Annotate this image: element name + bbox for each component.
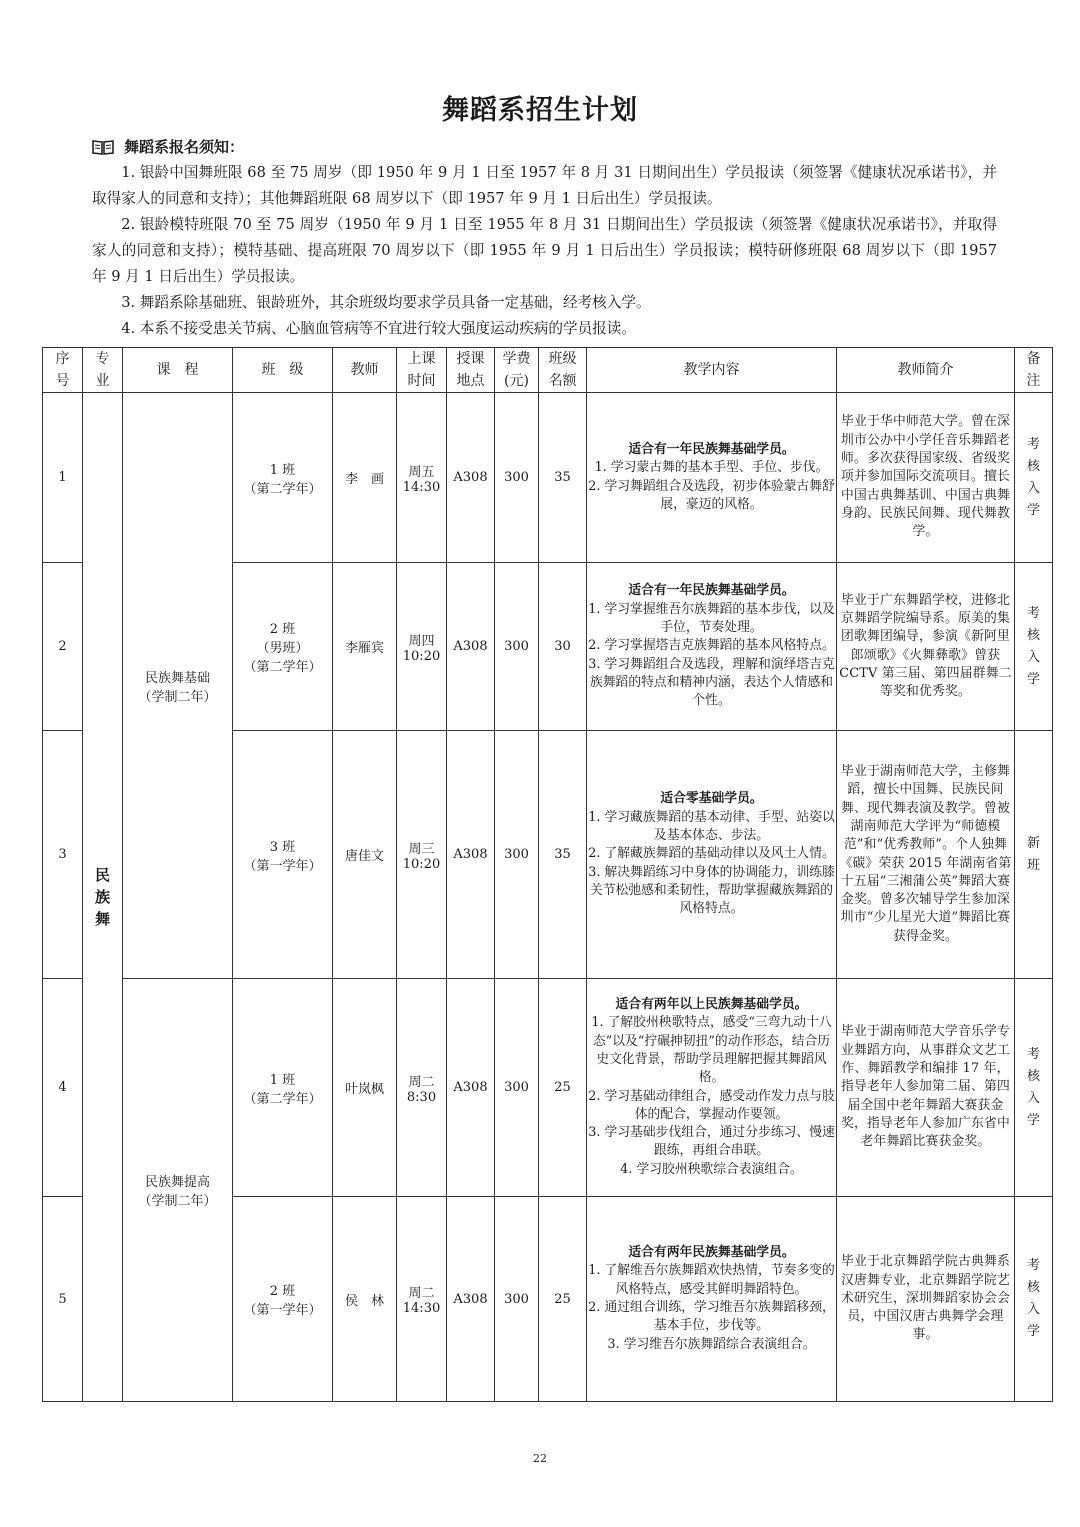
content-item: 4. 学习胶州秧歌综合表演组合。	[620, 1161, 803, 1177]
fee-cell: 300	[495, 1197, 539, 1402]
page-title: 舞蹈系招生计划	[442, 95, 638, 126]
course-duration: （学制二年）	[138, 1194, 217, 1209]
remark-cell: 考核入学	[1015, 393, 1053, 563]
bio-cell: 毕业于华中师范大学。曾在深圳市公办中小学任音乐舞蹈老师。多次获得国家级、省级奖项并参加国际交流项目。擅长中国古典舞基训、中国古典舞身韵、民族民间舞、现代舞教学。	[837, 393, 1015, 563]
class-year: （第二学年）	[243, 481, 322, 497]
table-row	[43, 979, 1053, 1197]
time-cell	[397, 1197, 447, 1402]
content-cell	[587, 393, 837, 563]
header-content: 教学内容	[587, 348, 837, 393]
notice-item: 4. 本系不接受患关节病、心脑血管病等不宜进行较大强度运动疾病的学员报读。	[121, 320, 636, 337]
content-item: 2. 通过组合训练，学习维吾尔族舞蹈移颈，基本手位，步伐等。	[588, 1300, 835, 1334]
bio-cell: 毕业于湖南师范大学，主修舞蹈，擅长中国舞、民族民间舞、现代舞表演及教学。曾被湖南师范大学评为“师德模范”和“优秀教师”。个人独舞《碳》荣获 2015 年湖南省第十五届“三湘蒲公英”舞蹈大赛金奖。曾多次辅导学生参加深圳市“少儿星光大道”舞蹈比赛获得金奖。	[837, 731, 1015, 979]
remark-cell: 考核入学	[1015, 563, 1053, 731]
content-cell	[587, 1197, 837, 1402]
teacher-cell: 叶岚枫	[333, 979, 397, 1197]
header-fee: 学费(元)	[495, 348, 539, 393]
location-cell: A308	[447, 979, 495, 1197]
class-cell	[233, 563, 333, 731]
header-time: 上课时间	[397, 348, 447, 393]
class-group: （男班）	[256, 641, 309, 656]
notice-heading	[92, 136, 244, 157]
quota-cell: 35	[539, 731, 587, 979]
header-major: 专业	[83, 348, 123, 393]
teacher-cell: 李 画	[333, 393, 397, 563]
row-index: 1	[43, 393, 83, 563]
header-location: 授课地点	[447, 348, 495, 393]
bio-cell: 毕业于北京舞蹈学院古典舞系汉唐舞专业，北京舞蹈学院艺术研究生，深圳舞蹈家协会会员，中国汉唐古典舞学会理事。	[837, 1197, 1015, 1402]
location-cell: A308	[447, 563, 495, 731]
content-item: 2. 学习舞蹈组合及选段，初步体验蒙古舞舒展，豪迈的风格。	[588, 478, 835, 512]
class-year: （第一学年）	[243, 858, 322, 874]
class-year: （第二学年）	[243, 1091, 322, 1107]
class-name: 1 班	[269, 462, 296, 478]
content-item: 2. 学习基础动律组合，感受动作发力点与肢体的配合，掌握动作要领。	[588, 1088, 835, 1122]
class-day: 周三	[408, 841, 435, 857]
content-cell	[587, 731, 837, 979]
table-header-row	[43, 348, 1053, 393]
row-index: 2	[43, 563, 83, 731]
class-day: 周二	[408, 1286, 435, 1301]
content-item: 2. 学习掌握塔吉克族舞蹈的基本风格特点。	[588, 638, 835, 654]
notice-item: 3. 舞蹈系除基础班、银龄班外，其余班级均要求学员具备一定基础，经考核入学。	[121, 294, 651, 311]
class-time: 10:20	[402, 648, 441, 664]
time-cell	[397, 731, 447, 979]
table-row	[43, 393, 1053, 563]
header-quota: 班级名额	[539, 348, 587, 393]
class-name: 1 班	[269, 1072, 296, 1088]
enrollment-table	[42, 347, 1053, 1402]
class-cell	[233, 731, 333, 979]
content-lead: 适合有一年民族舞基础学员。	[628, 583, 795, 599]
remark-cell: 新班	[1015, 731, 1053, 979]
header-teacher: 教师	[333, 348, 397, 393]
class-time: 14:30	[402, 1301, 441, 1316]
content-item: 1. 学习蒙古舞的基本手型、手位、步伐。	[594, 460, 829, 476]
course-cell	[123, 979, 233, 1402]
content-item: 3. 解决舞蹈练习中身体的协调能力，训练膝关节松弛感和柔韧性，帮助掌握藏族舞蹈的风格特点。	[588, 864, 835, 917]
header-remark: 备注	[1015, 348, 1053, 393]
content-item: 2. 了解藏族舞蹈的基础动律以及风土人情。	[588, 846, 835, 862]
book-icon	[92, 139, 114, 155]
course-cell	[123, 393, 233, 979]
content-item: 1. 了解维吾尔族舞蹈欢快热情，节奏多变的风格特点，感受其鲜明舞蹈特色。	[588, 1263, 835, 1297]
fee-cell: 300	[495, 393, 539, 563]
bio-cell: 毕业于湖南师范大学音乐学专业舞蹈方向，从事群众文艺工作、舞蹈教学和编排 17 年，指导老年人参加第二届、第四届全国中老年舞蹈大赛获金奖，指导老年人参加广东省中老年舞蹈比赛获金奖。	[837, 979, 1015, 1197]
quota-cell: 30	[539, 563, 587, 731]
content-lead: 适合有两年民族舞基础学员。	[628, 1245, 795, 1261]
notice-item: 2. 银龄模特班限 70 至 75 周岁（1950 年 9 月 1 日至 1955 年 8 月 31 日期间出生）学员报读（须签署《健康状况承诺书》，并取得家人的同意和支持）；模特基础、提高班限 70 周岁以下（即 1955 年 9 月 1 日后出生）学员报读；模特研修班限 68 周岁以下（即 1957 年 9 月 1 日后出生）学员报读。	[92, 216, 997, 285]
time-cell	[397, 393, 447, 563]
content-cell	[587, 563, 837, 731]
notice-heading-text: 舞蹈系报名须知：	[124, 138, 245, 156]
row-index: 4	[43, 979, 83, 1197]
class-name: 2 班	[269, 622, 296, 637]
class-time: 10:20	[402, 856, 441, 872]
class-time: 14:30	[402, 479, 441, 495]
class-year: （第一学年）	[243, 1303, 322, 1318]
course-name: 民族舞提高	[144, 1175, 210, 1190]
notice-list	[92, 160, 997, 342]
location-cell: A308	[447, 731, 495, 979]
class-year: （第二学年）	[243, 660, 322, 675]
teacher-cell: 侯 林	[333, 1197, 397, 1402]
remark-cell: 考核入学	[1015, 1197, 1053, 1402]
page-number: 22	[533, 1452, 547, 1465]
class-cell	[233, 393, 333, 563]
location-cell: A308	[447, 1197, 495, 1402]
teacher-cell: 李雁宾	[333, 563, 397, 731]
class-day: 周四	[408, 633, 435, 649]
fee-cell: 300	[495, 563, 539, 731]
content-item: 1. 了解胶州秧歌特点，感受“三弯九动十八态”以及“拧碾抻韧扭”的动作形态，结合历史文化背景，帮助学员理解把握其舞蹈风格。	[591, 1015, 832, 1086]
content-lead: 适合有一年民族舞基础学员。	[628, 441, 795, 457]
content-cell	[587, 979, 837, 1197]
content-item: 1. 学习藏族舞蹈的基本动律、手型、站姿以及基本体态、步法。	[588, 809, 835, 844]
class-day: 周五	[408, 464, 435, 480]
time-cell	[397, 979, 447, 1197]
major-cell: 民族舞	[83, 393, 123, 1402]
header-bio: 教师简介	[837, 348, 1015, 393]
time-cell	[397, 563, 447, 731]
course-name: 民族舞基础	[144, 670, 210, 686]
header-index: 序号	[43, 348, 83, 393]
class-time: 8:30	[406, 1089, 437, 1105]
teacher-cell: 唐佳文	[333, 731, 397, 979]
notice-item: 1. 银龄中国舞班限 68 至 75 周岁（即 1950 年 9 月 1 日至 1957 年 8 月 31 日期间出生）学员报读（须签署《健康状况承诺书》，并取得家人的同意和支持）；其他舞蹈班限 68 周岁以下（即 1957 年 9 月 1 日后出生）学员报读。	[92, 164, 997, 207]
location-cell: A308	[447, 393, 495, 563]
class-cell	[233, 1197, 333, 1402]
class-name: 2 班	[269, 1284, 296, 1299]
quota-cell: 25	[539, 979, 587, 1197]
bio-cell: 毕业于广东舞蹈学校，进修北京舞蹈学院编导系。原美的集团歌舞团编导，参演《新阿里郎颂歌》《火舞彝歌》曾获 CCTV 第三届、第四届群舞二等奖和优秀奖。	[837, 563, 1015, 731]
course-duration: （学制二年）	[138, 689, 217, 705]
header-course: 课 程	[123, 348, 233, 393]
remark-cell: 考核入学	[1015, 979, 1053, 1197]
fee-cell: 300	[495, 979, 539, 1197]
class-name: 3 班	[269, 839, 296, 855]
content-lead: 适合零基础学员。	[660, 791, 763, 807]
class-cell	[233, 979, 333, 1197]
header-class: 班 级	[233, 348, 333, 393]
class-day: 周二	[408, 1074, 435, 1090]
fee-cell: 300	[495, 731, 539, 979]
content-lead: 适合有两年以上民族舞基础学员。	[615, 997, 808, 1013]
content-item: 3. 学习舞蹈组合及选段，理解和演绎塔吉克族舞蹈的特点和精神内涵，表达个人情感和个性。	[588, 656, 835, 709]
quota-cell: 25	[539, 1197, 587, 1402]
row-index: 5	[43, 1197, 83, 1402]
row-index: 3	[43, 731, 83, 979]
content-item: 3. 学习维吾尔族舞蹈综合表演组合。	[607, 1336, 816, 1352]
quota-cell: 35	[539, 393, 587, 563]
content-item: 1. 学习掌握维吾尔族舞蹈的基本步伐，以及手位，节奏处理。	[588, 601, 835, 636]
content-item: 3. 学习基础步伐组合，通过分步练习、慢速跟练，再组合串联。	[588, 1125, 835, 1159]
